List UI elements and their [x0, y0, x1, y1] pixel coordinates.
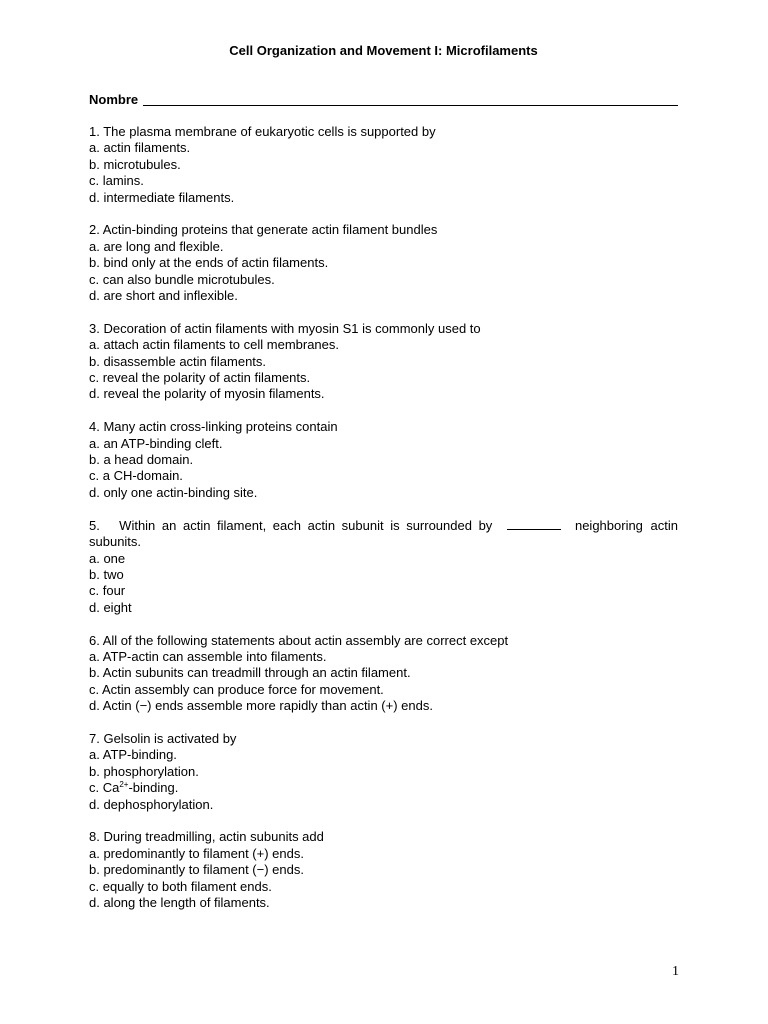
- question-stem: [89, 633, 678, 649]
- question-number: 5.: [89, 517, 100, 533]
- question-text: Gelsolin is activated by: [103, 730, 237, 746]
- option-a: a. actin filaments.: [89, 140, 191, 156]
- question-text: Many actin cross-linking proteins contain: [103, 419, 338, 435]
- option-a: a. are long and flexible.: [89, 238, 224, 254]
- option-d: d. are short and inflexible.: [89, 288, 238, 304]
- page-number: 1: [672, 964, 679, 979]
- question-text: During treadmilling, actin subunits add: [103, 829, 324, 845]
- option-c: c. reveal the polarity of actin filaments.: [89, 370, 311, 386]
- question-stem: [89, 829, 678, 845]
- option-d: d. reveal the polarity of myosin filaments.: [89, 386, 325, 402]
- question-number: 4.: [89, 419, 100, 435]
- worksheet-page: [89, 0, 678, 1024]
- option-b: b. two: [89, 566, 124, 582]
- question-5: [89, 518, 678, 616]
- answer-blank: [507, 518, 561, 530]
- name-blank-line: [143, 92, 678, 106]
- question-list: [89, 124, 678, 928]
- question-stem: [89, 518, 678, 534]
- question-6: [89, 633, 678, 715]
- question-stem: [89, 419, 678, 435]
- option-c: c. four: [89, 583, 126, 599]
- option-b: b. a head domain.: [89, 452, 194, 468]
- question-stem: [89, 321, 678, 337]
- question-text-continuation: subunits.: [89, 534, 142, 550]
- option-d: d. eight: [89, 599, 132, 615]
- option-a: a. one: [89, 550, 126, 566]
- question-number: 1.: [89, 124, 100, 139]
- calcium-charge-superscript: 2+: [119, 780, 129, 790]
- option-d: d. dephosphorylation.: [89, 796, 214, 812]
- option-a: a. ATP-actin can assemble into filaments.: [89, 648, 327, 664]
- question-stem: [89, 124, 678, 140]
- question-text: Actin-binding proteins that generate actin filament bundles: [102, 222, 438, 238]
- option-a: a. an ATP-binding cleft.: [89, 435, 223, 451]
- option-c: c. Actin assembly can produce force for movement.: [89, 681, 384, 697]
- question-text: All of the following statements about actin assembly are correct except: [102, 632, 509, 648]
- question-text: Decoration of actin filaments with myosin S1 is commonly used to: [103, 320, 481, 336]
- option-c: [89, 780, 678, 796]
- option-b: b. microtubules.: [89, 156, 181, 172]
- option-c: c. lamins.: [89, 173, 144, 189]
- option-c: c. equally to both filament ends.: [89, 878, 272, 894]
- option-b: b. predominantly to filament (−) ends.: [89, 862, 304, 878]
- option-b: b. bind only at the ends of actin filaments.: [89, 255, 329, 271]
- option-c-prefix: c. Ca: [89, 780, 120, 796]
- option-c: c. a CH-domain.: [89, 468, 183, 484]
- option-a: a. attach actin filaments to cell membranes.: [89, 337, 340, 353]
- question-stem: [89, 731, 678, 747]
- option-b: b. Actin subunits can treadmill through an actin filament.: [89, 665, 411, 681]
- question-text-part-2: neighboring actin: [574, 517, 678, 533]
- question-3: [89, 321, 678, 403]
- question-number: 8.: [89, 829, 100, 845]
- option-d: d. only one actin-binding site.: [89, 484, 258, 500]
- page-title: Cell Organization and Movement I: Microfilaments: [229, 43, 538, 58]
- option-a: a. ATP-binding.: [89, 747, 177, 763]
- name-label: Nombre: [89, 92, 139, 107]
- question-1: [89, 124, 678, 206]
- option-d: d. along the length of filaments.: [89, 894, 270, 910]
- question-7: [89, 731, 678, 813]
- name-row: [89, 92, 678, 108]
- option-c: c. can also bundle microtubules.: [89, 271, 275, 287]
- question-2: [89, 222, 678, 304]
- question-text: The plasma membrane of eukaryotic cells is supported by: [103, 124, 436, 139]
- question-number: 7.: [89, 730, 100, 746]
- option-b: b. disassemble actin filaments.: [89, 353, 267, 369]
- question-8: [89, 829, 678, 911]
- question-number: 6.: [89, 632, 100, 648]
- option-d: d. intermediate filaments.: [89, 189, 235, 205]
- question-text-part-1: Within an actin filament, each actin subunit is surrounded by: [119, 517, 493, 533]
- question-stem: [89, 222, 678, 238]
- option-a: a. predominantly to filament (+) ends.: [89, 845, 304, 861]
- option-d: d. Actin (−) ends assemble more rapidly than actin (+) ends.: [89, 698, 433, 714]
- option-b: b. phosphorylation.: [89, 763, 199, 779]
- option-c-suffix: -binding.: [128, 780, 179, 796]
- question-number: 3.: [89, 320, 100, 336]
- question-number: 2.: [89, 222, 100, 238]
- question-4: [89, 419, 678, 501]
